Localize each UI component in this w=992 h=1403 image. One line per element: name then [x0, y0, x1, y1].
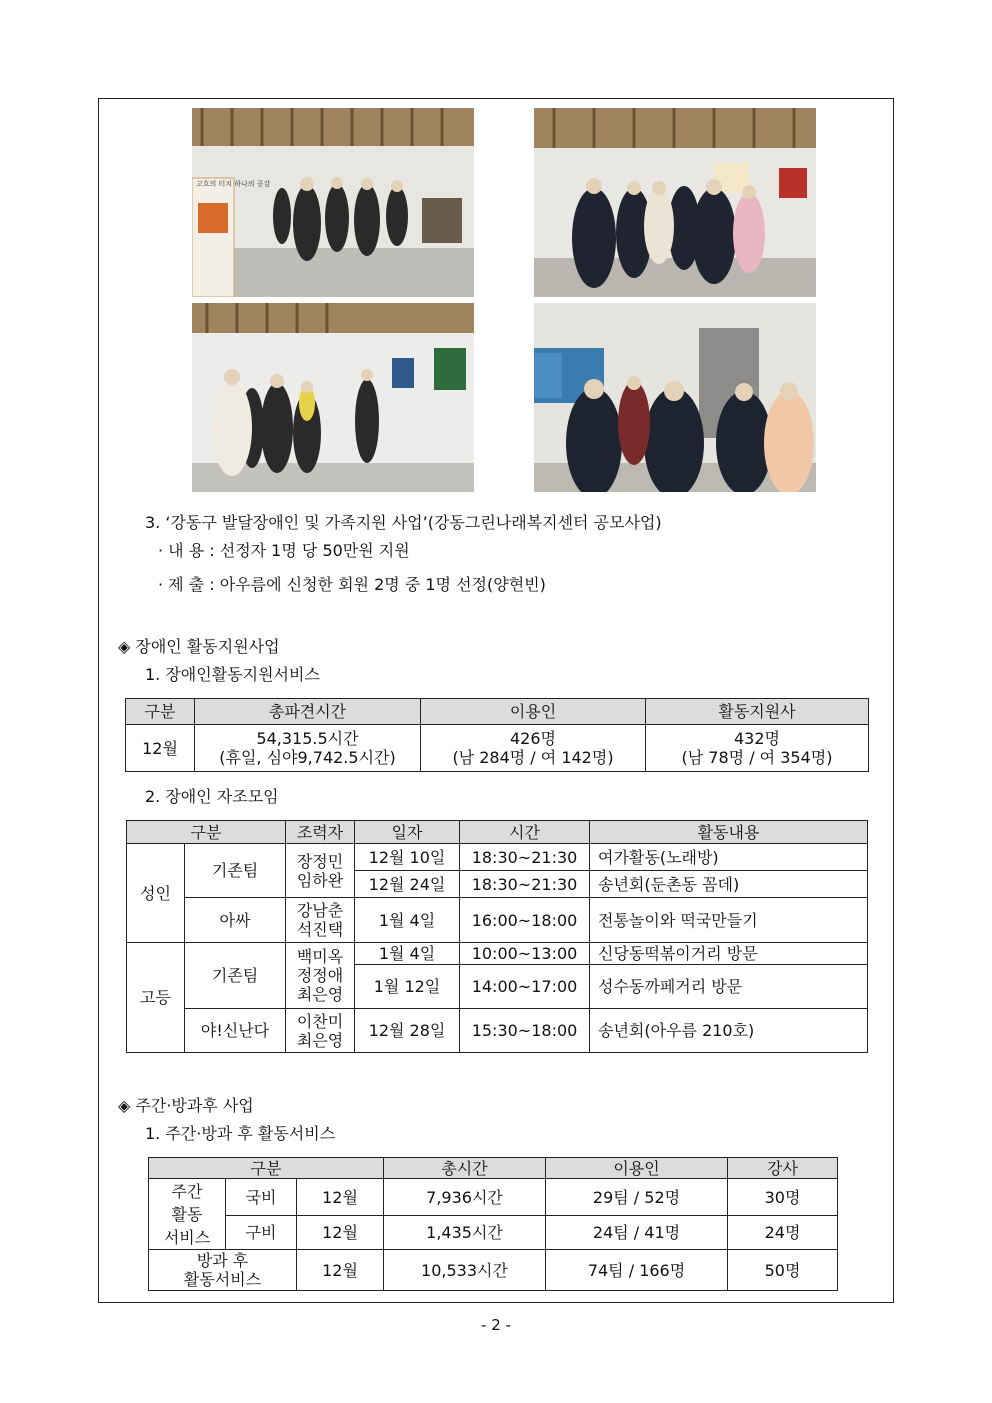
th-total-hours: 총파견시간 [195, 699, 421, 725]
th-group: 구분 [127, 821, 286, 844]
cell-helper: 장정민 임하완 [286, 844, 355, 898]
cell-date: 1월 4일 [355, 898, 460, 943]
cell-teachers: 24명 [728, 1216, 838, 1250]
cell-teachers: 50명 [728, 1250, 838, 1291]
table-row [127, 844, 868, 871]
cell-supporters: 432명 (남 78명 / 여 354명) [646, 725, 869, 772]
table-row [127, 898, 868, 943]
cell-content: 송년회(아우름 210호) [590, 1009, 868, 1053]
self-help-group-table [126, 820, 868, 1053]
cell-content: 전통놀이와 떡국만들기 [590, 898, 868, 943]
th-date: 일자 [355, 821, 460, 844]
cell-date: 12월 10일 [355, 844, 460, 871]
section3-title: 3. ‘강동구 발달장애인 및 가족지원 사업’(강동그린나래복지센터 공모사업) [145, 513, 662, 532]
daytime-sub1: 1. 주간·방과 후 활동서비스 [145, 1124, 336, 1143]
cell-kind: 국비 [226, 1179, 297, 1216]
cell-kind: 구비 [226, 1216, 297, 1250]
th-users: 이용인 [546, 1158, 728, 1179]
cell-team: 아싸 [185, 898, 286, 943]
cell-total-hours: 54,315.5시간 (휴일, 심야9,742.5시간) [195, 725, 421, 772]
exhibition-photo-3 [192, 303, 474, 492]
cell-teachers: 30명 [728, 1179, 838, 1216]
table-row [149, 1250, 838, 1291]
cell-date: 12월 24일 [355, 871, 460, 898]
cell-adult: 성인 [127, 844, 185, 943]
table-row [127, 1009, 868, 1053]
daytime-heading: ◈ 주간·방과후 사업 [118, 1096, 254, 1115]
cell-hours: 7,936시간 [384, 1179, 546, 1216]
activity-sub1: 1. 장애인활동지원서비스 [145, 665, 320, 684]
cell-hours: 1,435시간 [384, 1216, 546, 1250]
cell-team: 야!신난다 [185, 1009, 286, 1053]
cell-helper: 이찬미 최은영 [286, 1009, 355, 1053]
th-content: 활동내용 [590, 821, 868, 844]
cell-team: 기존팀 [185, 943, 286, 1009]
cell-month: 12월 [126, 725, 195, 772]
cell-team: 기존팀 [185, 844, 286, 898]
cell-helper: 강남춘 석진택 [286, 898, 355, 943]
daytime-service-table [148, 1157, 838, 1291]
cell-hours: 10,533시간 [384, 1250, 546, 1291]
cell-daytime-group: 주간 활동 서비스 [149, 1179, 226, 1250]
cell-time: 18:30~21:30 [460, 871, 590, 898]
section3-submit-line: · 제 출 : 아우름에 신청한 회원 2명 중 1명 선정(양현빈) [158, 575, 546, 594]
cell-month: 12월 [297, 1216, 384, 1250]
cell-date: 1월 4일 [355, 943, 460, 965]
table-row [149, 1179, 838, 1216]
th-users: 이용인 [421, 699, 646, 725]
table-row [127, 943, 868, 965]
th-total-hours: 총시간 [384, 1158, 546, 1179]
cell-highschool: 고등 [127, 943, 185, 1053]
cell-month: 12월 [297, 1179, 384, 1216]
cell-content: 신당동떡볶이거리 방문 [590, 943, 868, 965]
poster-text: 고흐의 터치 하나의 공감 [196, 180, 271, 188]
exhibition-photo-1 [192, 108, 474, 297]
cell-users: 24팀 / 41명 [546, 1216, 728, 1250]
section3-content-line: · 내 용 : 선정자 1명 당 50만원 지원 [158, 541, 410, 560]
cell-time: 10:00~13:00 [460, 943, 590, 965]
cell-month: 12월 [297, 1250, 384, 1291]
cell-content: 성수동까페거리 방문 [590, 965, 868, 1009]
cell-users: 426명 (남 284명 / 여 142명) [421, 725, 646, 772]
activity-heading: ◈ 장애인 활동지원사업 [118, 637, 280, 656]
th-supporters: 활동지원사 [646, 699, 869, 725]
cell-afterschool-label: 방과 후 활동서비스 [149, 1250, 297, 1291]
cell-date: 12월 28일 [355, 1009, 460, 1053]
activity-sub2: 2. 장애인 자조모임 [145, 787, 279, 806]
th-time: 시간 [460, 821, 590, 844]
cell-date: 1월 12일 [355, 965, 460, 1009]
th-helper: 조력자 [286, 821, 355, 844]
cell-time: 16:00~18:00 [460, 898, 590, 943]
cell-users: 29팀 / 52명 [546, 1179, 728, 1216]
cell-content: 여가활동(노래방) [590, 844, 868, 871]
cell-content: 송년회(둔촌동 꼼데) [590, 871, 868, 898]
th-teachers: 강사 [728, 1158, 838, 1179]
activity-support-table [125, 698, 869, 772]
exhibition-photo-2 [534, 108, 816, 297]
th-category: 구분 [126, 699, 195, 725]
page-number: - 2 - [481, 1316, 511, 1334]
cell-users: 74팀 / 166명 [546, 1250, 728, 1291]
cell-helper: 백미옥 정정애 최은영 [286, 943, 355, 1009]
cell-time: 14:00~17:00 [460, 965, 590, 1009]
exhibition-photo-4 [534, 303, 816, 492]
cell-time: 18:30~21:30 [460, 844, 590, 871]
th-category: 구분 [149, 1158, 384, 1179]
table-row [149, 1216, 838, 1250]
cell-time: 15:30~18:00 [460, 1009, 590, 1053]
